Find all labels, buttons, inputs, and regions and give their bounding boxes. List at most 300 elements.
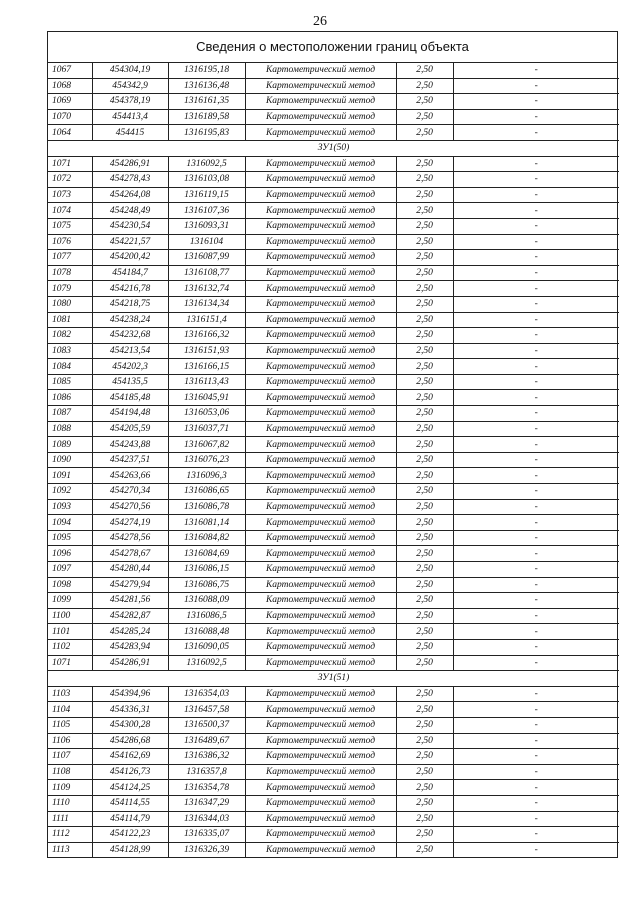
- method-cell: Картометрический метод: [245, 296, 396, 312]
- method-cell: Картометрический метод: [245, 717, 396, 733]
- point-number-cell: 1085: [48, 374, 92, 390]
- coordinate-x-cell: 454238,24: [92, 312, 168, 328]
- method-cell: Картометрический метод: [245, 390, 396, 406]
- method-cell: Картометрический метод: [245, 406, 396, 422]
- method-cell: Картометрический метод: [245, 624, 396, 640]
- table-row: [48, 499, 619, 515]
- point-number-cell: 1089: [48, 437, 92, 453]
- point-number-cell: 1091: [48, 468, 92, 484]
- section-label: ЗУ1(51): [48, 671, 619, 687]
- coordinate-y-cell: 1316093,31: [168, 218, 245, 234]
- coordinate-x-cell: 454270,56: [92, 499, 168, 515]
- accuracy-cell: 2,50: [396, 577, 453, 593]
- method-cell: Картометрический метод: [245, 374, 396, 390]
- coordinate-x-cell: 454202,3: [92, 359, 168, 375]
- coordinate-x-cell: 454280,44: [92, 562, 168, 578]
- accuracy-cell: 2,50: [396, 281, 453, 297]
- section-header-row: [48, 140, 619, 156]
- coordinate-y-cell: 1316067,82: [168, 437, 245, 453]
- point-number-cell: 1080: [48, 296, 92, 312]
- method-cell: Картометрический метод: [245, 749, 396, 765]
- coordinate-y-cell: 1316107,36: [168, 203, 245, 219]
- point-number-cell: 1070: [48, 109, 92, 125]
- method-cell: Картометрический метод: [245, 421, 396, 437]
- method-cell: Картометрический метод: [245, 562, 396, 578]
- coordinate-y-cell: 1316084,69: [168, 546, 245, 562]
- coordinate-x-cell: 454230,54: [92, 218, 168, 234]
- table-row: [48, 390, 619, 406]
- table-row: [48, 218, 619, 234]
- table-row: [48, 780, 619, 796]
- point-number-cell: 1072: [48, 172, 92, 188]
- point-number-cell: 1069: [48, 94, 92, 110]
- coordinate-x-cell: 454342,9: [92, 78, 168, 94]
- coordinate-y-cell: 1316096,3: [168, 468, 245, 484]
- method-cell: Картометрический метод: [245, 686, 396, 702]
- note-cell: -: [453, 593, 619, 609]
- method-cell: Картометрический метод: [245, 125, 396, 141]
- note-cell: -: [453, 172, 619, 188]
- coordinate-x-cell: 454278,56: [92, 530, 168, 546]
- coordinate-y-cell: 1316119,15: [168, 187, 245, 203]
- coordinate-y-cell: 1316045,91: [168, 390, 245, 406]
- table-row: [48, 608, 619, 624]
- method-cell: Картометрический метод: [245, 702, 396, 718]
- coordinate-y-cell: 1316134,34: [168, 296, 245, 312]
- point-number-cell: 1087: [48, 406, 92, 422]
- coordinate-y-cell: 1316166,32: [168, 328, 245, 344]
- table-row: [48, 764, 619, 780]
- accuracy-cell: 2,50: [396, 530, 453, 546]
- point-number-cell: 1106: [48, 733, 92, 749]
- table-row: [48, 515, 619, 531]
- table-row: [48, 359, 619, 375]
- accuracy-cell: 2,50: [396, 608, 453, 624]
- point-number-cell: 1067: [48, 63, 92, 78]
- method-cell: Картометрический метод: [245, 780, 396, 796]
- table-row: [48, 281, 619, 297]
- table-row: [48, 733, 619, 749]
- coordinate-y-cell: 1316195,18: [168, 63, 245, 78]
- accuracy-cell: 2,50: [396, 546, 453, 562]
- point-number-cell: 1082: [48, 328, 92, 344]
- accuracy-cell: 2,50: [396, 187, 453, 203]
- accuracy-cell: 2,50: [396, 374, 453, 390]
- table-row: [48, 156, 619, 172]
- note-cell: -: [453, 156, 619, 172]
- note-cell: -: [453, 452, 619, 468]
- coordinate-y-cell: 1316103,08: [168, 172, 245, 188]
- note-cell: -: [453, 827, 619, 843]
- point-number-cell: 1110: [48, 795, 92, 811]
- table-row: [48, 94, 619, 110]
- coordinate-x-cell: 454248,49: [92, 203, 168, 219]
- coordinate-y-cell: 1316108,77: [168, 265, 245, 281]
- accuracy-cell: 2,50: [396, 795, 453, 811]
- coordinate-x-cell: 454184,7: [92, 265, 168, 281]
- accuracy-cell: 2,50: [396, 203, 453, 219]
- coordinate-x-cell: 454304,19: [92, 63, 168, 78]
- note-cell: -: [453, 780, 619, 796]
- method-cell: Картометрический метод: [245, 764, 396, 780]
- coordinate-y-cell: 1316161,35: [168, 94, 245, 110]
- method-cell: Картометрический метод: [245, 234, 396, 250]
- coordinate-y-cell: 1316195,83: [168, 125, 245, 141]
- accuracy-cell: 2,50: [396, 125, 453, 141]
- coordinate-x-cell: 454232,68: [92, 328, 168, 344]
- accuracy-cell: 2,50: [396, 296, 453, 312]
- coordinate-y-cell: 1316354,03: [168, 686, 245, 702]
- table-row: [48, 593, 619, 609]
- accuracy-cell: 2,50: [396, 94, 453, 110]
- note-cell: -: [453, 343, 619, 359]
- point-number-cell: 1096: [48, 546, 92, 562]
- point-number-cell: 1064: [48, 125, 92, 141]
- coordinate-y-cell: 1316086,15: [168, 562, 245, 578]
- coordinate-y-cell: 1316151,93: [168, 343, 245, 359]
- method-cell: Картометрический метод: [245, 203, 396, 219]
- accuracy-cell: 2,50: [396, 390, 453, 406]
- accuracy-cell: 2,50: [396, 562, 453, 578]
- note-cell: -: [453, 639, 619, 655]
- note-cell: -: [453, 686, 619, 702]
- table-row: [48, 530, 619, 546]
- coordinate-y-cell: 1316086,5: [168, 608, 245, 624]
- coordinate-x-cell: 454286,68: [92, 733, 168, 749]
- point-number-cell: 1084: [48, 359, 92, 375]
- note-cell: -: [453, 733, 619, 749]
- accuracy-cell: 2,50: [396, 484, 453, 500]
- accuracy-cell: 2,50: [396, 328, 453, 344]
- note-cell: -: [453, 562, 619, 578]
- accuracy-cell: 2,50: [396, 452, 453, 468]
- coordinate-y-cell: 1316053,06: [168, 406, 245, 422]
- accuracy-cell: 2,50: [396, 218, 453, 234]
- note-cell: -: [453, 265, 619, 281]
- point-number-cell: 1109: [48, 780, 92, 796]
- table-row: [48, 312, 619, 328]
- point-number-cell: 1071: [48, 655, 92, 671]
- accuracy-cell: 2,50: [396, 593, 453, 609]
- table-row: [48, 63, 619, 78]
- note-cell: -: [453, 421, 619, 437]
- method-cell: Картометрический метод: [245, 63, 396, 78]
- method-cell: Картометрический метод: [245, 639, 396, 655]
- coordinate-y-cell: 1316344,03: [168, 811, 245, 827]
- method-cell: Картометрический метод: [245, 811, 396, 827]
- coordinate-y-cell: 1316088,48: [168, 624, 245, 640]
- coordinate-x-cell: 454274,19: [92, 515, 168, 531]
- note-cell: -: [453, 203, 619, 219]
- coordinate-x-cell: 454122,23: [92, 827, 168, 843]
- accuracy-cell: 2,50: [396, 63, 453, 78]
- coordinate-y-cell: 1316090,05: [168, 639, 245, 655]
- table-row: [48, 546, 619, 562]
- method-cell: Картометрический метод: [245, 842, 396, 857]
- note-cell: -: [453, 624, 619, 640]
- table-row: [48, 842, 619, 857]
- note-cell: -: [453, 390, 619, 406]
- point-number-cell: 1090: [48, 452, 92, 468]
- note-cell: -: [453, 374, 619, 390]
- note-cell: -: [453, 328, 619, 344]
- point-number-cell: 1108: [48, 764, 92, 780]
- table-row: [48, 203, 619, 219]
- method-cell: Картометрический метод: [245, 546, 396, 562]
- note-cell: -: [453, 546, 619, 562]
- note-cell: -: [453, 296, 619, 312]
- accuracy-cell: 2,50: [396, 780, 453, 796]
- method-cell: Картометрический метод: [245, 109, 396, 125]
- coordinate-x-cell: 454194,48: [92, 406, 168, 422]
- method-cell: Картометрический метод: [245, 795, 396, 811]
- coordinate-y-cell: 1316076,23: [168, 452, 245, 468]
- coordinate-x-cell: 454263,66: [92, 468, 168, 484]
- accuracy-cell: 2,50: [396, 827, 453, 843]
- method-cell: Картометрический метод: [245, 608, 396, 624]
- coordinate-x-cell: 454336,31: [92, 702, 168, 718]
- method-cell: Картометрический метод: [245, 94, 396, 110]
- coordinate-y-cell: 1316132,74: [168, 281, 245, 297]
- note-cell: -: [453, 515, 619, 531]
- table-row: [48, 702, 619, 718]
- table-row: [48, 562, 619, 578]
- point-number-cell: 1094: [48, 515, 92, 531]
- accuracy-cell: 2,50: [396, 811, 453, 827]
- point-number-cell: 1083: [48, 343, 92, 359]
- coordinate-x-cell: 454286,91: [92, 156, 168, 172]
- accuracy-cell: 2,50: [396, 156, 453, 172]
- note-cell: -: [453, 359, 619, 375]
- accuracy-cell: 2,50: [396, 437, 453, 453]
- point-number-cell: 1081: [48, 312, 92, 328]
- point-number-cell: 1100: [48, 608, 92, 624]
- accuracy-cell: 2,50: [396, 733, 453, 749]
- coordinate-x-cell: 454378,19: [92, 94, 168, 110]
- table-row: [48, 468, 619, 484]
- method-cell: Картометрический метод: [245, 577, 396, 593]
- accuracy-cell: 2,50: [396, 250, 453, 266]
- point-number-cell: 1092: [48, 484, 92, 500]
- coordinate-y-cell: 1316086,78: [168, 499, 245, 515]
- coordinate-x-cell: 454286,91: [92, 655, 168, 671]
- point-number-cell: 1077: [48, 250, 92, 266]
- note-cell: -: [453, 187, 619, 203]
- table-row: [48, 234, 619, 250]
- coordinates-table-body: [48, 63, 619, 857]
- note-cell: -: [453, 281, 619, 297]
- coordinate-y-cell: 1316104: [168, 234, 245, 250]
- note-cell: -: [453, 749, 619, 765]
- note-cell: -: [453, 94, 619, 110]
- note-cell: -: [453, 437, 619, 453]
- point-number-cell: 1105: [48, 717, 92, 733]
- point-number-cell: 1093: [48, 499, 92, 515]
- note-cell: -: [453, 702, 619, 718]
- accuracy-cell: 2,50: [396, 359, 453, 375]
- point-number-cell: 1103: [48, 686, 92, 702]
- table-row: [48, 78, 619, 94]
- coordinate-x-cell: 454221,57: [92, 234, 168, 250]
- point-number-cell: 1079: [48, 281, 92, 297]
- accuracy-cell: 2,50: [396, 468, 453, 484]
- accuracy-cell: 2,50: [396, 515, 453, 531]
- accuracy-cell: 2,50: [396, 265, 453, 281]
- point-number-cell: 1076: [48, 234, 92, 250]
- point-number-cell: 1074: [48, 203, 92, 219]
- coordinate-y-cell: 1316189,58: [168, 109, 245, 125]
- accuracy-cell: 2,50: [396, 78, 453, 94]
- accuracy-cell: 2,50: [396, 109, 453, 125]
- note-cell: -: [453, 312, 619, 328]
- note-cell: -: [453, 406, 619, 422]
- coordinate-x-cell: 454283,94: [92, 639, 168, 655]
- accuracy-cell: 2,50: [396, 406, 453, 422]
- table-row: [48, 421, 619, 437]
- table-row: [48, 577, 619, 593]
- coordinate-x-cell: 454114,79: [92, 811, 168, 827]
- note-cell: -: [453, 218, 619, 234]
- point-number-cell: 1097: [48, 562, 92, 578]
- table-row: [48, 624, 619, 640]
- coordinate-y-cell: 1316166,15: [168, 359, 245, 375]
- coordinate-y-cell: 1316092,5: [168, 156, 245, 172]
- note-cell: -: [453, 78, 619, 94]
- table-row: [48, 437, 619, 453]
- method-cell: Картометрический метод: [245, 343, 396, 359]
- table-row: [48, 827, 619, 843]
- table-row: [48, 686, 619, 702]
- note-cell: -: [453, 530, 619, 546]
- coordinate-y-cell: 1316354,78: [168, 780, 245, 796]
- table-row: [48, 484, 619, 500]
- method-cell: Картометрический метод: [245, 172, 396, 188]
- method-cell: Картометрический метод: [245, 328, 396, 344]
- table-row: [48, 811, 619, 827]
- coordinate-x-cell: 454282,87: [92, 608, 168, 624]
- point-number-cell: 1099: [48, 593, 92, 609]
- point-number-cell: 1075: [48, 218, 92, 234]
- coordinate-y-cell: 1316081,14: [168, 515, 245, 531]
- coordinate-x-cell: 454237,51: [92, 452, 168, 468]
- accuracy-cell: 2,50: [396, 624, 453, 640]
- boundary-table-sheet: [47, 31, 618, 858]
- coordinate-y-cell: 1316386,32: [168, 749, 245, 765]
- method-cell: Картометрический метод: [245, 437, 396, 453]
- coordinate-y-cell: 1316136,48: [168, 78, 245, 94]
- coordinate-x-cell: 454243,88: [92, 437, 168, 453]
- section-header-row: [48, 671, 619, 687]
- accuracy-cell: 2,50: [396, 343, 453, 359]
- coordinate-x-cell: 454264,08: [92, 187, 168, 203]
- note-cell: -: [453, 484, 619, 500]
- accuracy-cell: 2,50: [396, 234, 453, 250]
- coordinate-x-cell: 454278,43: [92, 172, 168, 188]
- table-row: [48, 296, 619, 312]
- coordinate-y-cell: 1316335,07: [168, 827, 245, 843]
- coordinate-x-cell: 454114,55: [92, 795, 168, 811]
- coordinate-x-cell: 454128,99: [92, 842, 168, 857]
- coordinate-x-cell: 454162,69: [92, 749, 168, 765]
- coordinate-y-cell: 1316326,39: [168, 842, 245, 857]
- coordinate-y-cell: 1316086,65: [168, 484, 245, 500]
- coordinate-x-cell: 454135,5: [92, 374, 168, 390]
- method-cell: Картометрический метод: [245, 281, 396, 297]
- table-row: [48, 717, 619, 733]
- table-row: [48, 655, 619, 671]
- accuracy-cell: 2,50: [396, 172, 453, 188]
- method-cell: Картометрический метод: [245, 530, 396, 546]
- method-cell: Картометрический метод: [245, 733, 396, 749]
- coordinate-x-cell: 454415: [92, 125, 168, 141]
- page-number: 26: [313, 14, 327, 29]
- point-number-cell: 1078: [48, 265, 92, 281]
- accuracy-cell: 2,50: [396, 499, 453, 515]
- point-number-cell: 1095: [48, 530, 92, 546]
- method-cell: Картометрический метод: [245, 452, 396, 468]
- section-label: ЗУ1(50): [48, 140, 619, 156]
- note-cell: -: [453, 63, 619, 78]
- table-row: [48, 749, 619, 765]
- table-row: [48, 406, 619, 422]
- point-number-cell: 1098: [48, 577, 92, 593]
- table-row: [48, 328, 619, 344]
- point-number-cell: 1101: [48, 624, 92, 640]
- point-number-cell: 1086: [48, 390, 92, 406]
- coordinate-y-cell: 1316087,99: [168, 250, 245, 266]
- method-cell: Картометрический метод: [245, 515, 396, 531]
- method-cell: Картометрический метод: [245, 265, 396, 281]
- point-number-cell: 1068: [48, 78, 92, 94]
- coordinate-x-cell: 454278,67: [92, 546, 168, 562]
- coordinate-x-cell: 454394,96: [92, 686, 168, 702]
- method-cell: Картометрический метод: [245, 156, 396, 172]
- note-cell: -: [453, 842, 619, 857]
- method-cell: Картометрический метод: [245, 484, 396, 500]
- coordinate-x-cell: 454216,78: [92, 281, 168, 297]
- coordinate-y-cell: 1316151,4: [168, 312, 245, 328]
- coordinate-x-cell: 454285,24: [92, 624, 168, 640]
- coordinate-y-cell: 1316088,09: [168, 593, 245, 609]
- accuracy-cell: 2,50: [396, 764, 453, 780]
- method-cell: Картометрический метод: [245, 827, 396, 843]
- point-number-cell: 1071: [48, 156, 92, 172]
- method-cell: Картометрический метод: [245, 250, 396, 266]
- point-number-cell: 1073: [48, 187, 92, 203]
- method-cell: Картометрический метод: [245, 593, 396, 609]
- accuracy-cell: 2,50: [396, 421, 453, 437]
- method-cell: Картометрический метод: [245, 312, 396, 328]
- accuracy-cell: 2,50: [396, 717, 453, 733]
- accuracy-cell: 2,50: [396, 686, 453, 702]
- coordinate-x-cell: 454270,34: [92, 484, 168, 500]
- table-row: [48, 172, 619, 188]
- note-cell: -: [453, 468, 619, 484]
- table-row: [48, 374, 619, 390]
- method-cell: Картометрический метод: [245, 468, 396, 484]
- method-cell: Картометрический метод: [245, 187, 396, 203]
- method-cell: Картометрический метод: [245, 218, 396, 234]
- accuracy-cell: 2,50: [396, 639, 453, 655]
- coordinate-y-cell: 1316084,82: [168, 530, 245, 546]
- accuracy-cell: 2,50: [396, 655, 453, 671]
- coordinate-x-cell: 454124,25: [92, 780, 168, 796]
- note-cell: -: [453, 795, 619, 811]
- coordinate-x-cell: 454413,4: [92, 109, 168, 125]
- coordinate-x-cell: 454205,59: [92, 421, 168, 437]
- point-number-cell: 1107: [48, 749, 92, 765]
- coordinate-x-cell: 454185,48: [92, 390, 168, 406]
